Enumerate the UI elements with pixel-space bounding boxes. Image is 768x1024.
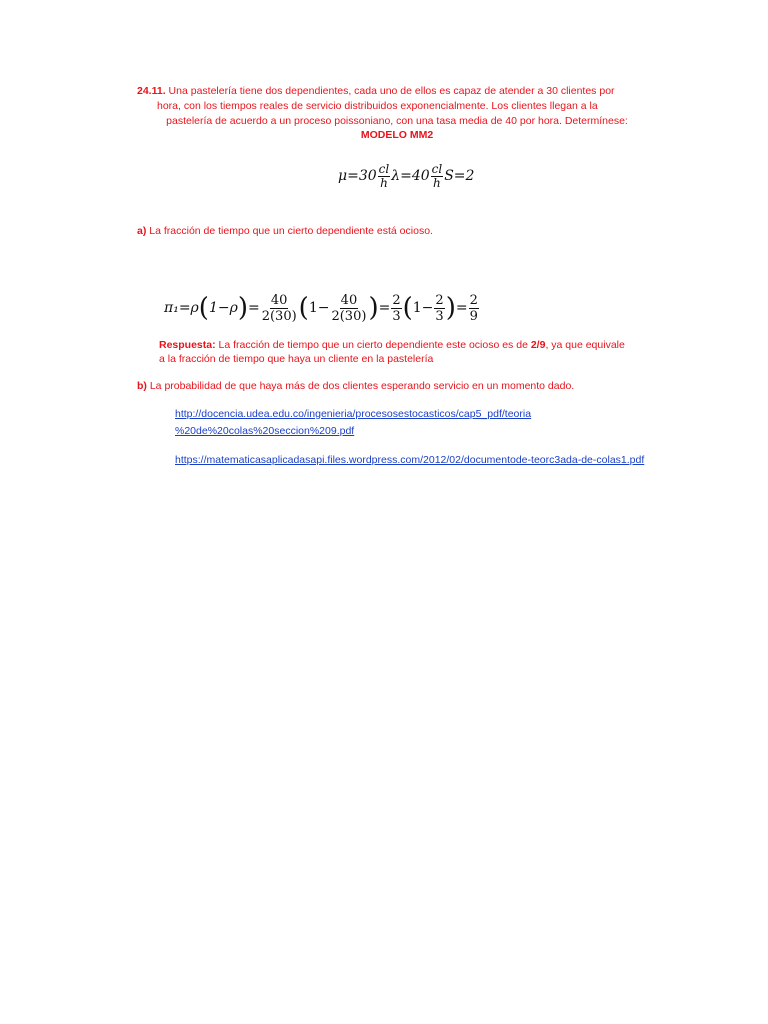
problem-line-2: hora, con los tiempos reales de servicio distribuidos exponencialmente. Los clientes llegan a la [157,100,598,112]
section-a [137,225,433,237]
section-a-text: La fracción de tiempo que un cierto dependiente está ocioso. [149,225,433,237]
idle-fraction-formula: π₁=ρ ( 1−ρ ) = $\frac{40}{2(30)}$ ( 1− $\frac{40}{2(30)}$ ) = $\frac{2}{3}$ ( 1− $\frac{2}{3}$ ) = $\frac{2}{9}$ [164,292,478,324]
model-title: MODELO MM2 [360,129,434,141]
problem-statement [137,84,637,129]
answer-block [159,338,639,366]
udea-link-continuation[interactable]: %20de%20colas%20seccion%209.pdf [175,425,355,437]
section-a-label: a) [137,225,147,237]
fraction-40-over-60: $\frac{40}{2(30)}$ [261,292,297,324]
servers-term: S=2 [444,168,475,184]
parameters-formula [338,158,478,194]
mu-term: μ=30 [338,168,377,184]
fraction-2-over-3: $\frac{2}{3}$ [392,292,401,324]
answer-text-1: La fracción de tiempo que un cierto dependiente este ocioso es de [215,339,531,351]
problem-line-3: pastelería de acuerdo a un proceso poissoniano, con una tasa media de 40 por hora. Determínese: [166,115,628,127]
mu-fraction: $\frac{cl}{h}$ [378,161,390,190]
fraction-40-over-60-b: $\frac{40}{2(30)}$ [331,292,367,324]
answer-value: 2/9 [530,339,546,351]
lambda-term: λ=40 [391,168,430,184]
answer-line-2: a la fracción de tiempo que haya un cliente en la pastelería [159,353,434,365]
problem-number: 24.11. [137,85,166,97]
section-b-label: b) [137,380,147,392]
problem-line-1: Una pastelería tiene dos dependientes, cada uno de ellos es capaz de atender a 30 clientes por [168,85,615,97]
udea-link[interactable]: http://docencia.udea.edu.co/ingenieria/procesosestocasticos/cap5_pdf/teoria [175,408,532,420]
wordpress-link[interactable]: https://matematicasaplicadasapi.files.wordpress.com/2012/02/documentode-teorc3ada-de-colas1.pdf [175,454,645,466]
section-b-text: La probabilidad de que haya más de dos clientes esperando servicio en un momento dado. [149,380,575,392]
fraction-2-over-3-b: $\frac{2}{3}$ [435,292,444,324]
fraction-2-over-9: $\frac{2}{9}$ [469,292,478,324]
answer-label: Respuesta: [159,339,216,351]
answer-text-2: , ya que equivale [545,339,625,351]
lambda-fraction: $\frac{cl}{h}$ [431,161,443,190]
section-b [137,380,574,392]
